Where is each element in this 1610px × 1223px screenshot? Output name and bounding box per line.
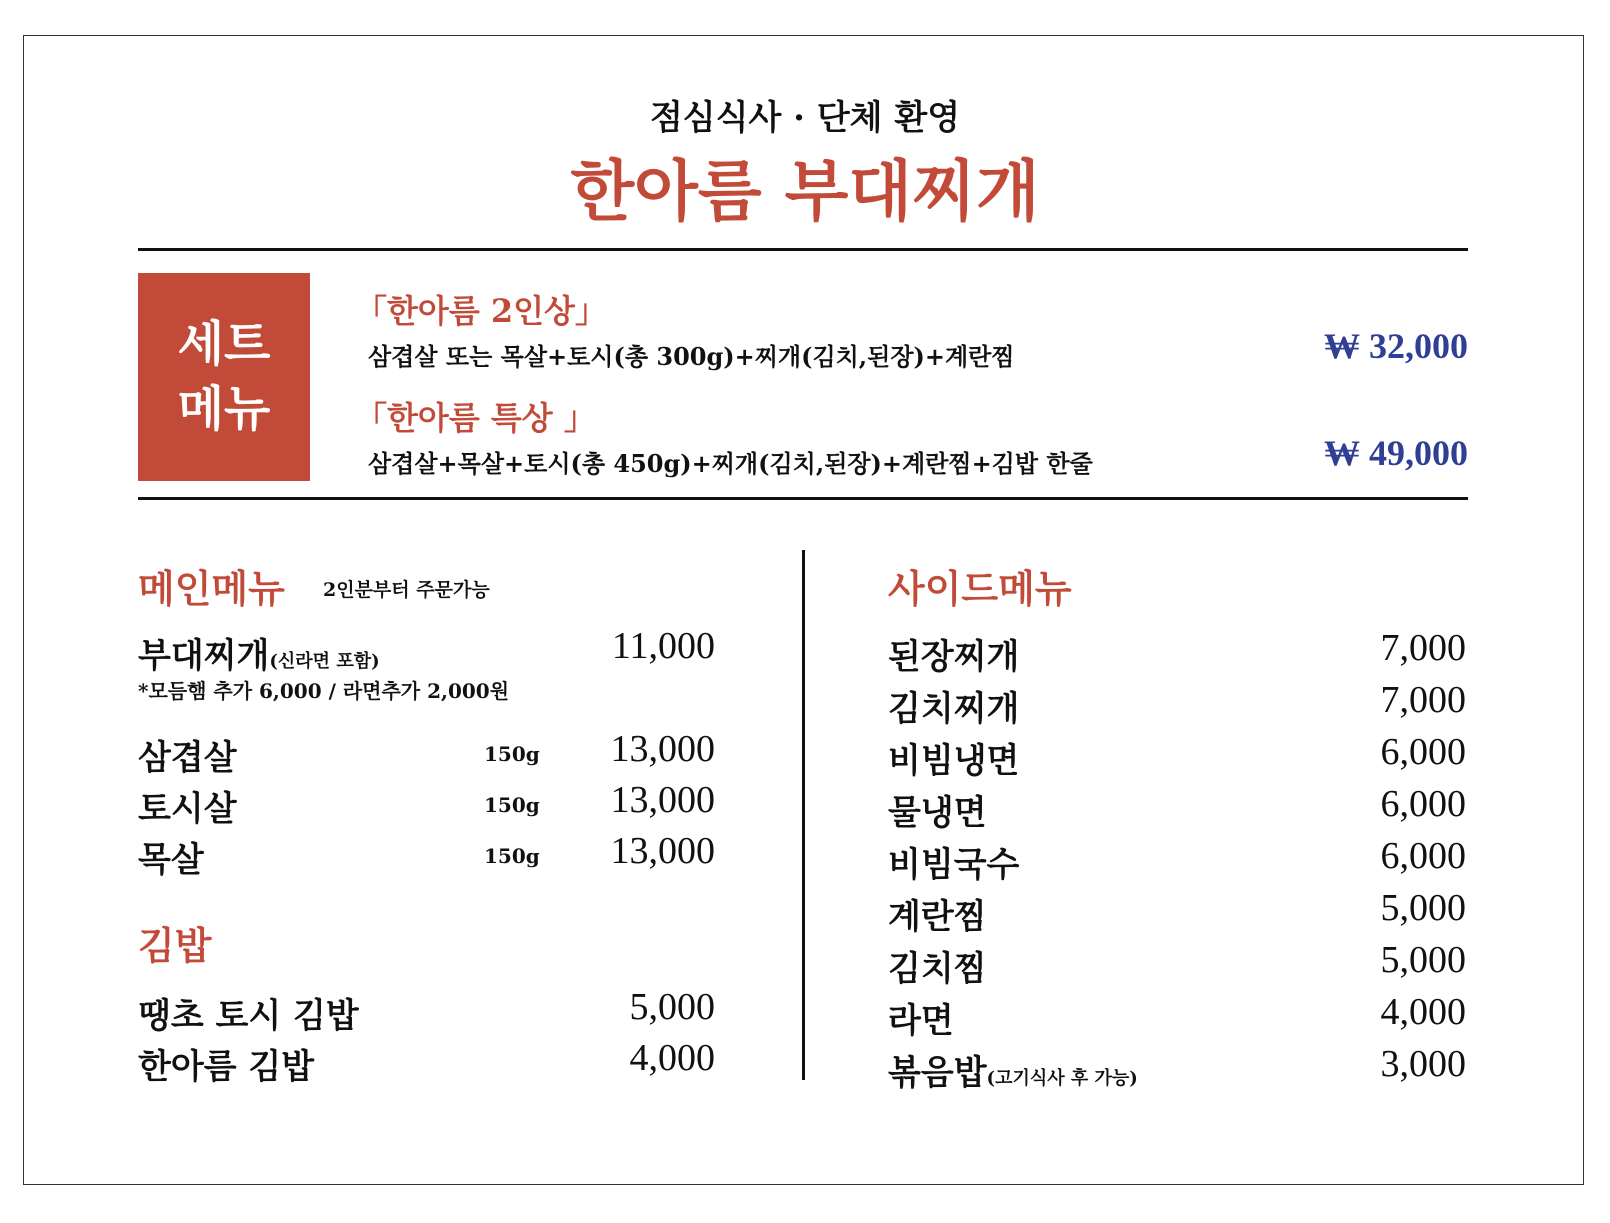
menu-item-name: 부대찌개 xyxy=(138,636,270,676)
side-item-mul-naengmyeon: 물냉면 xyxy=(888,793,987,833)
set-desc-1: 삼겹살 또는 목살+토시(총 300g)+찌개(김치,된장)+계란찜 xyxy=(368,342,1015,371)
restaurant-title: 한아름 부대찌개 xyxy=(570,152,1040,230)
menu-item-price: 13,000 xyxy=(610,779,715,821)
menu-item-hanareum-gimbap: 한아름 김밥 xyxy=(138,1047,315,1087)
gimbap-title: 김밥 xyxy=(138,923,212,968)
side-item-gyeranjjim: 계란찜 xyxy=(888,897,987,937)
side-item-price: 6,000 xyxy=(1380,731,1466,773)
header-subtitle: 점심식사 · 단체 환영 xyxy=(649,98,961,138)
side-item-price: 4,000 xyxy=(1380,991,1466,1033)
side-item-kimchi-jjigae: 김치찌개 xyxy=(888,689,1020,729)
side-item-name: 볶음밥 xyxy=(888,1053,987,1093)
side-item-bibim-guksu: 비빔국수 xyxy=(888,845,1020,885)
menu-item-ttaengcho-gimbap: 땡초 토시 김밥 xyxy=(138,996,359,1036)
menu-item-weight: 150g xyxy=(484,793,540,817)
side-item-price: 6,000 xyxy=(1380,835,1466,877)
set-price-1: ₩ 32,000 xyxy=(1324,326,1468,366)
side-item-price: 5,000 xyxy=(1380,887,1466,929)
side-item-price: 5,000 xyxy=(1380,939,1466,981)
menu-item-price: 13,000 xyxy=(610,830,715,872)
side-item-doenjang-jjigae: 된장찌개 xyxy=(888,637,1020,677)
menu-item-tosisal: 토시살 xyxy=(138,789,237,829)
set-badge-line1: 세트 xyxy=(177,316,271,373)
menu-item-price: 13,000 xyxy=(610,728,715,770)
set-name-2: 「한아름 특상 」 xyxy=(355,399,596,437)
side-item-price: 3,000 xyxy=(1380,1043,1466,1085)
menu-item-weight: 150g xyxy=(484,844,540,868)
menu-item-weight: 150g xyxy=(484,742,540,766)
menu-item-moksal: 목살 xyxy=(138,840,204,880)
side-item-ramyeon: 라면 xyxy=(888,1001,954,1041)
set-bottom-rule xyxy=(138,497,1468,500)
menu-item-samgyeopsal: 삼겹살 xyxy=(138,738,237,778)
side-item-bokkeumbap xyxy=(888,1045,1138,1094)
column-divider xyxy=(802,550,805,1080)
side-menu-title: 사이드메뉴 xyxy=(888,566,1072,611)
set-menu-badge xyxy=(138,273,310,481)
side-item-price: 7,000 xyxy=(1380,679,1466,721)
set-badge-line2: 메뉴 xyxy=(177,381,271,437)
side-item-kimchijjim: 김치찜 xyxy=(888,949,987,989)
menu-item-price: 4,000 xyxy=(629,1037,715,1079)
menu-item-price: 5,000 xyxy=(629,986,715,1028)
menu-item-note: (신라면 포함) xyxy=(269,651,380,672)
menu-item-subnote: *모듬햄 추가 6,000 / 라면추가 2,000원 xyxy=(138,679,510,703)
side-item-price: 7,000 xyxy=(1380,627,1466,669)
set-price-2: ₩ 49,000 xyxy=(1324,433,1468,473)
main-menu-title: 메인메뉴 xyxy=(138,566,285,611)
side-item-price: 6,000 xyxy=(1380,783,1466,825)
menu-item-price: 11,000 xyxy=(611,625,715,667)
menu-item-budaejjigae xyxy=(138,628,380,677)
side-item-note: (고기식사 후 가능) xyxy=(986,1068,1138,1089)
top-rule xyxy=(138,248,1468,251)
set-desc-2: 삼겹살+목살+토시(총 450g)+찌개(김치,된장)+계란찜+김밥 한줄 xyxy=(368,449,1093,478)
set-name-1: 「한아름 2인상」 xyxy=(355,292,607,330)
side-item-bibim-naengmyeon: 비빔냉면 xyxy=(888,741,1020,781)
main-menu-note: 2인분부터 주문가능 xyxy=(323,579,490,601)
